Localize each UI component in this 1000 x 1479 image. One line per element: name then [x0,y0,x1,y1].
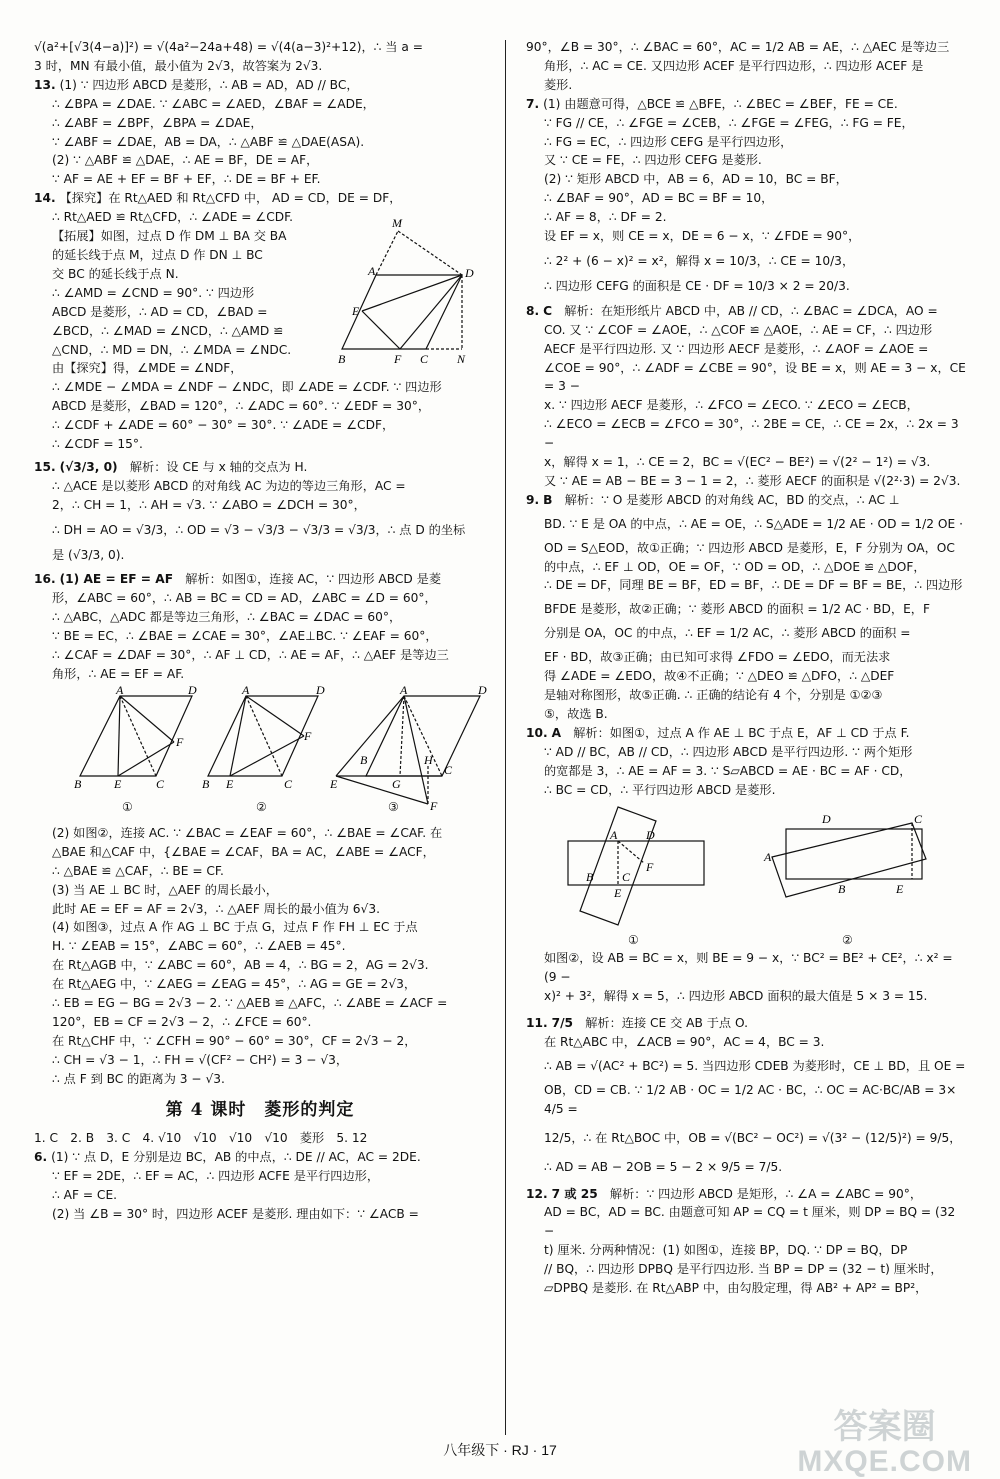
text-line: 的中点，∴ EF ⊥ OD，OE = OF，∵ OD = OD，∴ △DOE ≌ △DOF， [544,559,926,574]
text-line: ∴ EB = EG − BG = 2√3 − 2. ∵ △AEB ≌ △AFC，∴ ∠ABE = ∠ACF = [52,996,448,1011]
text-line: AD = BC，AD = BC. 由题意可知 AP = CQ = t 厘米，则 DP = BQ = (32 − [544,1205,956,1239]
text-line: ∴ DE = DF，同理 BE = BF，ED = BF，∴ DE = DF = BF = BE，∴ 四边形 [544,578,963,593]
text-line: OB，CD = CB. ∵ 1/2 AB · OC = 1/2 AC · BC，∴ OC = AC·BC/AB = 3×4/5 = [544,1082,957,1116]
text-line: 解析：∵ 四边形 ABCD 是矩形，∴ ∠A = ∠ABC = 90°， [609,1186,923,1201]
figure-caption: ② [256,799,267,814]
column-divider [505,40,506,1435]
text-line: 又 ∵ AE = AB − BE = 3 − 1 = 2，∴ 菱形 AECF 的面积是 √(2²·3) = 2√3. [544,473,961,488]
text-line: 的宽都是 3，∴ AE = AF = 3. ∵ S▱ABCD = AE · BC = AF · CD， [544,763,912,778]
question-10 [526,724,966,1006]
text-line: 90°，∠B = 30°，∴ ∠BAC = 60°，AC = 1/2 AB = AE，∴ △AEC 是等边三 [526,40,950,54]
text-line: 在 Rt△CHF 中，∵ ∠CFH = 90° − 60° = 30°，CF = 2√3 − 2， [52,1033,417,1048]
svg-text:C: C [622,870,631,885]
svg-text:H: H [424,752,433,767]
svg-text:A: A [610,828,618,843]
text-line: AECF 是平行四边形. 又 ∵ 四边形 AECF 是菱形，∴ ∠AOF = ∠AOE = [544,341,929,356]
rhombus-figure [334,211,484,371]
figure-row [526,799,966,949]
text-line: x. ∵ 四边形 AECF 是菱形，∴ ∠FCO = ∠ECO. ∵ ∠ECO = ∠ECB， [544,398,919,413]
question-number: 8. [526,303,540,318]
text-line: ∠BCD，∴ ∠MAD = ∠NCD，∴ △AMD ≌ [52,323,284,338]
question-9 [526,491,966,724]
svg-text:A: A [400,683,408,697]
svg-text:C: C [156,776,165,791]
svg-text:B: B [838,882,846,897]
text-line: 设 EF = x，则 CE = x，DE = 6 − x，∵ ∠FDE = 90°， [544,229,861,244]
text-line: 得 ∠ADE = ∠EDO，故④不正确；∵ △DEO ≌ △DFO，∴ △DEF [544,669,895,684]
text-line: 此时 AE = EF = AF = 2√3，∴ △AEF 周长的最小值为 6√3. [52,901,380,916]
text-line: ∴ △ACE 是以菱形 ABCD 的对角线 AC 为边的等边三角形，AC = [52,478,406,493]
text-line: ∴ CH = √3 − 1，∴ FH = √(CF² − CH²) = 3 − √3， [52,1052,349,1067]
svg-text:E: E [114,776,122,791]
text-line: BFDE 是菱形，故②正确；∵ 菱形 ABCD 的面积 = 1/2 AC · BD，E，F [544,602,930,617]
svg-text:E: E [352,304,360,319]
question-14 [34,189,486,454]
svg-text:C: C [914,812,923,827]
text-line: 解析：设 CE 与 x 轴的交点为 H. [129,459,308,474]
svg-text:A: A [242,683,250,697]
svg-text:C: C [284,776,293,791]
figure-3 [330,684,490,814]
text-line: (2) 当 ∠B = 30° 时，四边形 ACEF 是菱形. 理由如下：∵ ∠ACB = [52,1206,419,1221]
figure-2 [200,684,330,794]
answer: B [543,492,553,507]
text-line: (2) ∵ △ABF ≌ △DAE，∴ AE = BF，DE = AF， [52,153,319,168]
svg-text:F: F [394,352,402,367]
page-footer: 八年级下 · RJ · 17 [443,1442,557,1458]
text-line: x，解得 x = 1，∴ CE = 2，BC = √(EC² − BE²) = √(2² − 1²) = √3. [544,455,931,470]
text-line: OD = S△EOD，故①正确；∵ 四边形 ABCD 是菱形，E，F 分别为 OA，OC [544,540,955,555]
answer: (√3/3, 0) [59,459,118,474]
svg-text:F: F [646,860,654,875]
text-line: ∠COE = 90°，∴ ∠ADF = ∠CBE = 90°，设 BE = x，则 AE = 3 − x，CE = 3 − [544,360,966,394]
question-12 [526,1185,966,1298]
text-line: 分别是 OA，OC 的中点，∴ EF = 1/2 AC，∴ 菱形 ABCD 的面积 = [544,626,911,641]
text-line: ∴ 点 F 到 BC 的距离为 3 − √3. [52,1071,225,1086]
text-line: 交 BC 的延长线于点 N. [52,266,179,281]
answer: 7/5 [551,1016,574,1031]
svg-text:E: E [614,886,622,901]
text-line: ∴ BC = CD，∴ 平行四边形 ABCD 是菱形. [544,782,776,797]
svg-text:B: B [338,352,346,367]
text-line: 是轴对称图形，故⑤正确. ∴ 正确的结论有 4 个，分别是 ①②③ [544,688,883,702]
text-line: 角形，∴ AC = CE. 又四边形 ACEF 是平行四边形，∴ 四边形 ACEF 是 [544,58,924,73]
section-title: 第 4 课时 菱形的判定 [165,1099,355,1120]
svg-text:A: A [368,264,376,279]
text-line: ∵ ∠ABF = ∠DAE，AB = DA，∴ △ABF ≌ △DAE(ASA). [52,134,365,149]
overlap-figure-1 [562,801,712,929]
question-16 [34,570,486,1088]
text-line: 由【探究】得，∠MDE = ∠NDF， [52,361,243,376]
text-line: ∵ BE = EC，∴ ∠BAE = ∠CAE = 30°，∠AE⊥BC. ∵ ∠EAF = 60°， [52,629,438,644]
question-number: 16. [34,572,56,587]
figure-caption: ③ [388,799,399,814]
text-line: ∴ AF = CE. [52,1187,118,1202]
text-line: ∴ DH = AO = √3/3，∴ OD = √3 − √3/3 − √3/3 = √3/3，∴ 点 D 的坐标 [52,522,466,537]
text-line: // BQ，∴ 四边形 DPBQ 是平行四边形. 当 BP = DP = (32 − t) 厘米时， [544,1262,943,1277]
text-line: t) 厘米. 分两种情况：(1) 如图①，连接 BP，DQ. ∵ DP = BQ，DP [544,1243,908,1258]
svg-text:A: A [116,683,124,697]
text-line: ∴ △ABC，△ADC 都是等边三角形，∴ ∠BAC = ∠DAC = 60°， [52,610,402,625]
text-line: ∴ FG = EC，∴ 四边形 CEFG 是平行四边形， [544,134,793,149]
overlap-figure-2 [762,801,932,929]
answer: A [551,725,562,740]
text-line: 解析：连接 CE 交 AB 于点 O. [585,1016,748,1031]
svg-text:E: E [896,882,904,897]
text-line: △BAE 和△CAF 中，{∠BAE = ∠CAF，BA = AC，∠ABE = ∠ACF， [52,844,435,859]
text-line: ∴ ∠ABF = ∠BPF，∠BPA = ∠DAE， [52,115,263,130]
svg-text:D: D [478,683,487,697]
text-line: 解析：如图①，过点 A 作 AE ⊥ BC 于点 E，AF ⊥ CD 于点 F. [573,725,910,740]
text-line: △CND，∴ MD = DN，∴ ∠MDA = ∠NDC. [52,342,292,357]
text-line: ∴ AD = AB − 2OB = 5 − 2 × 9/5 = 7/5. [544,1159,783,1174]
text-line: ∵ AD // BC，AB // CD，∴ 四边形 ABCD 是平行四边形. ∵ 两个矩形 [544,744,913,759]
text-line: ∴ Rt△AED ≌ Rt△CFD，∴ ∠ADE = ∠CDF. [52,210,294,225]
text-line: ∴ AF = 8，∴ DF = 2. [544,210,667,225]
text-line: CO. 又 ∵ ∠COF = ∠AOE，∴ △COF ≌ △AOE，∴ AE = CF，∴ 四边形 [544,322,933,337]
svg-text:D: D [188,683,197,697]
svg-text:C: C [444,762,453,777]
text-line: 又 ∵ CE = FE，∴ 四边形 CEFG 是菱形. [544,153,762,168]
svg-text:B: B [360,752,368,767]
text-line: ∴ ∠BPA = ∠DAE. ∵ ∠ABC = ∠AED，∠BAF = ∠ADE， [52,96,375,111]
text-line: 角形，∴ AE = EF = AF. [52,667,185,681]
text-line: 是 (√3/3, 0). [52,547,125,562]
figure-1 [70,684,200,794]
text-line: H. ∵ ∠EAB = 15°，∠ABC = 60°，∴ ∠AEB = 45°. [52,939,346,954]
text-line: ⑤，故选 B. [544,706,608,721]
svg-text:D: D [465,266,474,281]
question-number: 14. [34,191,56,206]
text-line: 12/5，∴ 在 Rt△BOC 中，OB = √(BC² − OC²) = √(3² − (12/5)²) = 9/5， [544,1130,962,1145]
question-7 [526,95,966,296]
text-line: ∴ 四边形 CEFG 的面积是 CE · DF = 10/3 × 2 = 20/3. [544,278,850,293]
question-number: 11. [526,1016,548,1031]
svg-text:B: B [586,870,594,885]
text-line: ∴ ∠CAF = ∠DAF = 30°，∴ AF ⊥ CD，∴ AE = AF，∴ △AEF 是等边三 [52,648,449,663]
text-line: EF · BD，故③正确；由已知可求得 ∠FDO = ∠EDO，而无法求 [544,650,891,665]
text-line: ∴ △BAE ≌ △CAF，∴ BE = CF. [52,863,224,878]
text-line: 解析：∵ O 是菱形 ABCD 的对角线 AC，BD 的交点，∴ AC ⊥ [564,492,900,507]
text-line: 【探究】在 Rt△AED 和 Rt△CFD 中， AD = CD，DE = DF， [59,191,402,206]
question-number: 9. [526,492,540,507]
svg-text:D: D [822,812,831,827]
text-line: 如图②，设 AB = BC = x，则 BE = 9 − x，∵ BC² = BE² + CE²，∴ x² = (9 − [544,951,953,985]
svg-text:E: E [330,776,338,791]
question-6 [34,1148,486,1224]
watermark-url: MXQE.COM [797,1444,972,1478]
svg-text:N: N [457,352,466,367]
text-line: ∵ EF = 2DE，∴ EF = AC，∴ 四边形 ACFE 是平行四边形， [52,1168,380,1183]
text-line: ∵ AF = AE + EF = BF + EF，∴ DE = BF + EF. [52,172,321,187]
question-number: 12. [526,1186,548,1201]
text-line: 3 时，MN 有最小值，最小值为 2√3，故答案为 2√3. [34,58,323,73]
text-line: ∴ AB = √(AC² + BC²) = 5. 当四边形 CDEB 为菱形时，CE ⊥ BD，且 OE = [544,1058,966,1073]
text-line: ∵ FG // CE，∴ ∠FGE = ∠CEB，∴ ∠FGE = ∠FEG，∴ FG = FE， [544,115,914,130]
text-line: ∴ ∠AMD = ∠CND = 90°. ∵ 四边形 [52,285,255,300]
text-line: (4) 如图③，过点 A 作 AG ⊥ BC 于点 G，过点 F 作 FH ⊥ EC 于点 [52,920,418,935]
svg-text:A: A [764,850,772,865]
svg-text:B: B [74,776,82,791]
answer-list: 1. C 2. B 3. C 4. √10 √10 √10 √10 菱形 5. 12 [34,1130,368,1145]
text-line: ABCD 是菱形，∠BAD = 120°，∴ ∠ADC = 60°. ∵ ∠EDF = 30°， [52,399,431,414]
text-line: (1) ∵ 四边形 ABCD 是菱形，∴ AB = AD，AD // BC， [59,77,359,92]
text-line: ∴ 2² + (6 − x)² = x²，解得 x = 10/3，∴ CE = 10/3， [544,253,855,268]
question-15 [34,458,486,565]
figure-caption: ① [122,799,133,814]
text-line: 菱形. [544,77,573,92]
text-line: ▱DPBQ 是菱形. 在 Rt△ABP 中，由勾股定理，得 AB² + AP² = BP²， [544,1281,928,1296]
right-column [526,38,966,1298]
text-line: 的延长线于点 M，过点 D 作 DN ⊥ BC [52,247,263,262]
text-line: ∴ ∠CDF = 15°. [52,437,143,452]
text-line: BD. ∵ E 是 OA 的中点，∴ AE = OE，∴ S△ADE = 1/2 AE · OD = 1/2 OE · [544,516,963,531]
text-line: 在 Rt△AEG 中，∵ ∠AEG = ∠EAG = 45°，∴ AG = GE = 2√3， [52,977,417,992]
question-number: 10. [526,725,548,740]
svg-text:F: F [176,734,184,749]
text-line: (1) ∵ 点 D，E 分别是边 BC，AB 的中点，∴ DE // AC，AC = 2DE. [51,1149,421,1164]
text-line: x)² + 3²，解得 x = 5，∴ 四边形 ABCD 面积的最大值是 5 × 3 = 15. [544,989,928,1004]
text-line: (1) 由题意可得，△BCE ≌ △BFE，∴ ∠BEC = ∠BEF，FE = CE. [543,96,898,111]
svg-text:D: D [316,683,325,697]
text-line: 【拓展】如图，过点 D 作 DM ⊥ BA 交 BA [52,229,287,244]
svg-text:F: F [304,728,312,743]
question-11 [526,1014,966,1176]
question-number: 13. [34,77,56,92]
svg-text:B: B [202,776,210,791]
text-line: 120°，EB = CF = 2√3 − 2，∴ ∠FCE = 60°. [52,1014,312,1029]
svg-text:E: E [226,776,234,791]
text-line: (2) 如图②，连接 AC. ∵ ∠BAC = ∠EAF = 60°，∴ ∠BAE = ∠CAF. 在 [52,825,443,840]
text-line: 解析：如图①，连接 AC，∵ 四边形 ABCD 是菱 [185,572,442,587]
question-13 [34,76,486,189]
text-line: 形，∠ABC = 60°，∴ AB = BC = CD = AD，∠ABC = ∠D = 60°， [52,591,437,606]
answer: C [543,303,553,318]
left-column [34,38,486,1223]
answer: 7 或 25 [551,1186,598,1201]
figure-caption: ① [628,933,639,948]
text-line: ∴ ∠CDF + ∠ADE = 60° − 30° = 30°. ∵ ∠ADE = ∠CDF， [52,418,395,433]
watermark-text: 答案圈 [833,1408,936,1446]
question-8 [526,302,966,491]
text-line: 在 Rt△AGB 中，∵ ∠ABC = 60°，AB = 4，∴ BG = 2，AG = 2√3. [52,958,429,973]
text-line: 2，∴ CH = 1，∴ AH = √3. ∵ ∠ABO = ∠DCH = 30°， [52,497,366,512]
text-line: ∴ ∠MDE − ∠MDA = ∠NDF − ∠NDC，即 ∠ADE = ∠CDF. ∵ 四边形 [52,380,442,395]
text-line: √(a²+[√3(4−a)]²) = √(4a²−24a+48) = √(4(a−3)²+12)，∴ 当 a = [34,40,423,54]
svg-text:D: D [646,828,655,843]
figure-caption: ② [842,933,853,948]
svg-text:M: M [392,216,402,231]
watermark-logo [797,1410,972,1477]
svg-text:F: F [430,798,438,813]
text-line: 解析：在矩形纸片 ABCD 中，AB // CD，∴ ∠BAC = ∠DCA，AO = [564,303,938,318]
question-number: 15. [34,459,56,474]
text-line: (3) 当 AE ⊥ BC 时，△AEF 的周长最小， [52,882,278,897]
text-line: ∴ ∠ECO = ∠ECB = ∠FCO = 30°，∴ 2BE = CE，∴ CE = 2x，∴ 2x = 3 − [544,417,959,451]
text-line: ∴ ∠BAF = 90°，AD = BC = BF = 10， [544,191,774,206]
text-line: ABCD 是菱形，∴ AD = CD，∠BAD = [52,304,268,319]
question-number: 6. [34,1149,48,1164]
svg-text:C: C [420,352,429,367]
text-line: (2) ∵ 矩形 ABCD 中，AB = 6，AD = 10，BC = BF， [544,172,848,187]
svg-text:G: G [392,776,401,791]
question-number: 7. [526,96,540,111]
figure-row [34,684,486,824]
answer: (1) AE = EF = AF [59,572,174,587]
text-line: 在 Rt△ABC 中，∠ACB = 90°，AC = 4，BC = 3. [544,1035,825,1050]
